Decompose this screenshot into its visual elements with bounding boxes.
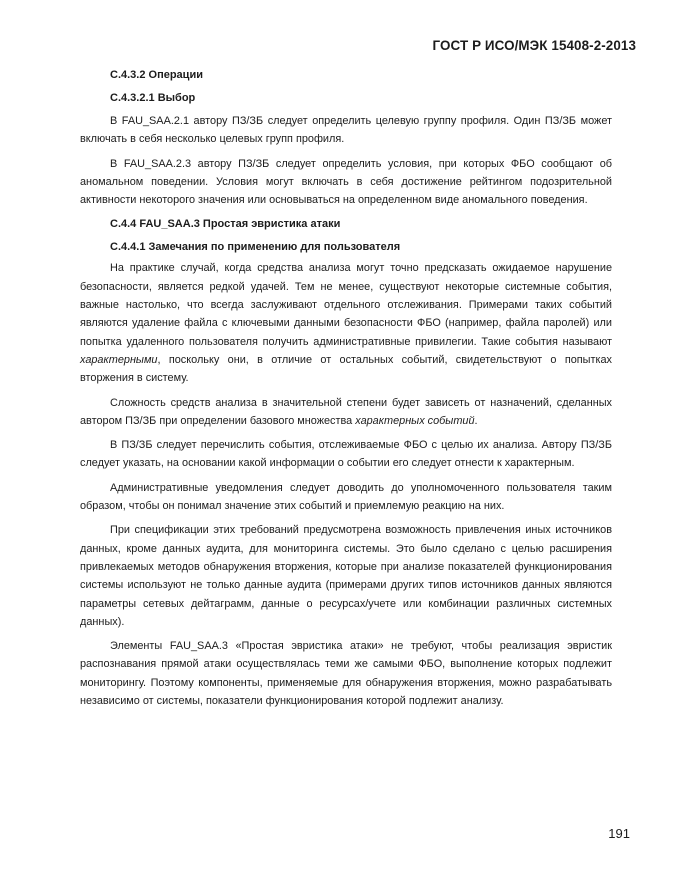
paragraph: Административные уведомления следует доводить до уполномоченного пользователя таким образом, чтобы он понимал значение этих событий и приемлемую реакцию на них. (80, 481, 612, 513)
emphasis-text: характерными (80, 353, 158, 366)
paragraph: В ПЗ/ЗБ следует перечислить события, отслеживаемые ФБО с целью их анализа. Автору ПЗ/ЗБ следует указать, на основании какой информации о событии его следует отнести к характерным. (80, 439, 612, 470)
subsection-heading: C.4.4.1 Замечания по применению для пользователя (110, 241, 401, 254)
page-number: 191 (608, 826, 630, 841)
paragraph: В FAU_SAA.2.3 автору ПЗ/ЗБ следует определить условия, при которых ФБО сообщают об аномальном поведении. Условия могут включать в себя достижение рейтингом подозрительной активности некоторого значения или основываться на определенном виде аномального поведения. (80, 157, 612, 207)
paragraph: Сложность средств анализа в значительной степени будет зависеть от назначений, сделанных автором ПЗ/ЗБ при определении базового множества характерных событий. (80, 396, 612, 427)
paragraph: В FAU_SAA.2.1 автору ПЗ/ЗБ следует определить целевую группу профиля. Один ПЗ/ЗБ может включать в себя несколько целевых групп профиля. (80, 115, 612, 146)
section-heading: C.4.4 FAU_SAA.3 Простая эвристика атаки (110, 218, 341, 231)
emphasis-text: характерных событий (355, 414, 475, 427)
document-header: ГОСТ Р ИСО/МЭК 15408-2-2013 (432, 38, 636, 53)
subsection-heading: C.4.3.2.1 Выбор (110, 92, 196, 104)
paragraph: Элементы FAU_SAA.3 «Простая эвристика атаки» не требуют, чтобы реализация эвристик распознавания прямой атаки осуществлялась теми же самыми ФБО, выполнение которых подлежит мониторингу. Поэтому компоненты, применяемые для обнаружения вторжения, можно разрабатывать независимо от системы, показатели функционирования которой подлежит анализу. (80, 640, 612, 708)
paragraph: На практике случай, когда средства анализа могут точно предсказать ожидаемое нарушение безопасности, является редкой удачей. Тем не менее, существуют некоторые системные события, важные настолько, что всегда заслуживают отдельного отслеживания. Примерами таких событий являются удаление файла с ключевыми данными безопасности ФБО (например, файла паролей) или попытка удаленного пользователя получить административные привилегии. Такие события называют характерными, поскольку они, в отличие от остальных событий, свидетельствуют о попытках вторжения в систему. (80, 262, 612, 385)
paragraph: При спецификации этих требований предусмотрена возможность привлечения иных источников данных, кроме данных аудита, для мониторинга системы. Это было сделано с целью расширения привлекаемых методов обнаружения вторжения, которые при анализе показателей функционирования системы используют не только данные аудита (примерами других типов источников данных являются параметры сетевых дейтаграмм, данные о ресурсах/учете или комбинации различных системных данных). (80, 524, 612, 628)
section-heading: C.4.3.2 Операции (110, 69, 203, 81)
document-body (80, 68, 612, 710)
